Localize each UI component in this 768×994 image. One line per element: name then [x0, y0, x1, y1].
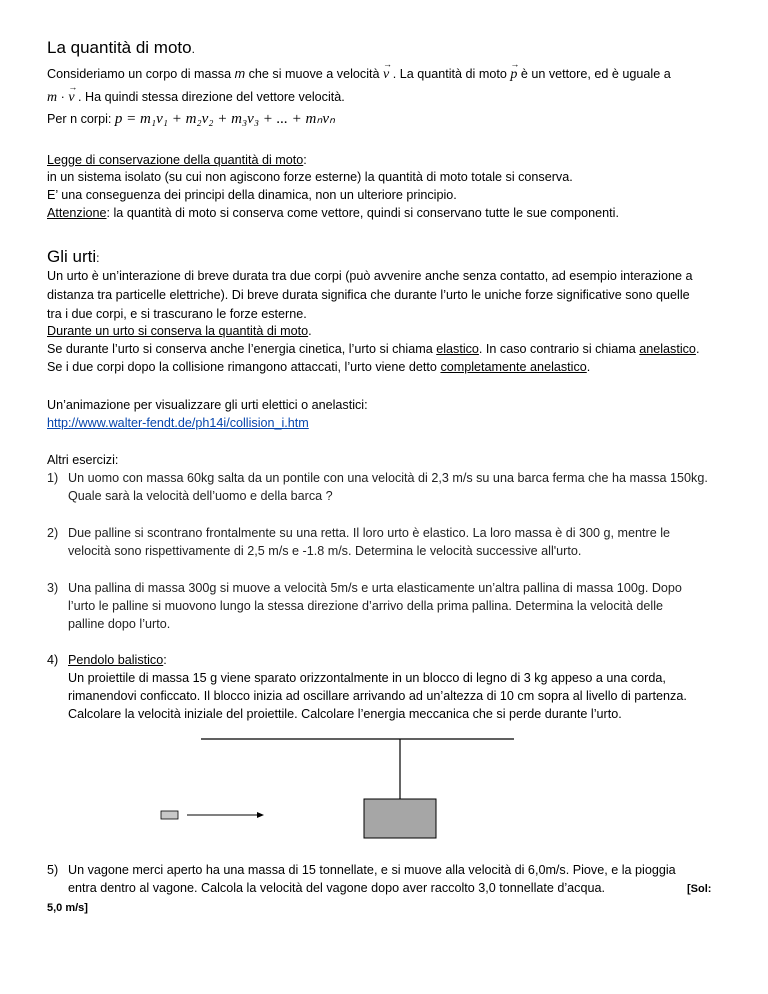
exercise-line: palline dopo l’urto.	[68, 617, 171, 631]
title-text: Gli urti	[47, 247, 97, 266]
exercise-number: 3)	[47, 581, 59, 595]
exercise-2-line-2	[47, 543, 582, 560]
anelastico: anelastico	[639, 342, 696, 356]
legge-line-attenzione	[47, 205, 619, 222]
urti-line-1: Un urto è un’interazione di breve durata tra due corpi (può avvenire anche senza contatto, ad esempio interazione a	[47, 269, 693, 283]
exercise-line: Due palline si scontrano frontalmente su una retta. Il loro urto è elastico. La loro massa è di 300 g, mentre le	[68, 526, 671, 540]
exercise-4-line-1	[47, 670, 666, 687]
text: . Ha quindi stessa direzione del vettore velocità.	[74, 90, 345, 104]
exercise-line: Un uomo con massa 60kg salta da un pontile con una velocità di 2,3 m/s su una barca ferma che ha massa 150kg.	[68, 471, 708, 485]
completamente-anelastico: completamente anelastico	[440, 360, 587, 374]
exercise-3-line-2	[47, 598, 664, 615]
punct: .	[695, 342, 700, 356]
exercise-title: Pendolo balistico	[68, 653, 164, 667]
exercise-number: 1)	[47, 471, 59, 485]
intro-line-3	[47, 111, 335, 128]
exercise-number: 2)	[47, 526, 59, 540]
text: Durante un urto si conserva la quantità di moto	[47, 324, 309, 338]
exercise-line: Un proiettile di massa 15 g viene sparato orizzontalmente in un blocco di legno di 3 kg appeso a una corda,	[68, 671, 666, 685]
exercise-4-line-2	[47, 688, 687, 705]
title-punct: :	[96, 251, 100, 265]
text: . La quantità di moto	[389, 67, 511, 81]
exercise-line: rimanendovi conficcato. Il blocco inizia ad oscillare arrivando ad un’altezza di 10 cm sopra al livello di partenza.	[68, 689, 687, 703]
wooden-block	[364, 799, 436, 838]
text: : la quantità di moto si conserva come vettore, quindi si conservano tutte le sue componenti.	[106, 206, 619, 220]
exercise-line: entra dentro al vagone. Calcola la velocità del vagone dopo aver raccolto 3,0 tonnellate d’acqua.	[68, 881, 605, 895]
exercise-5-line-2	[47, 880, 737, 897]
title-text: La quantità di moto	[47, 38, 192, 57]
title-punct: .	[191, 42, 195, 56]
urti-line-4	[47, 323, 312, 340]
text: è un vettore, ed è uguale a	[517, 67, 671, 81]
exercise-3-line-3	[47, 616, 171, 633]
urti-line-2: distanza tra particelle elettriche). Di breve durata significa che durante l’urto le uniche forze significative sono quelle	[47, 288, 690, 302]
arrow-head-icon	[257, 812, 264, 818]
dot: ·	[57, 90, 69, 104]
attenzione-label: Attenzione	[47, 206, 107, 220]
text: che si muove a velocità	[245, 67, 384, 81]
var-m: m	[47, 90, 58, 105]
text: Per n corpi:	[47, 112, 115, 126]
legge-heading	[47, 152, 307, 169]
exercise-line: l’urto le palline si muovono lungo la stessa direzione d’arrivo della prima pallina. Determina la velocità delle	[68, 599, 664, 613]
punct: .	[308, 324, 312, 338]
animation-link[interactable]: http://www.walter-fendt.de/ph14i/collision_i.htm	[47, 416, 309, 430]
animation-line: Un’animazione per visualizzare gli urti elettici o anelastici:	[47, 398, 368, 412]
section-title-quantita-di-moto	[47, 38, 195, 58]
exercise-line: Una pallina di massa 300g si muove a velocità 5m/s e urta elasticamente un’altra pallina di massa 100g. Dopo	[68, 581, 682, 595]
elastico: elastico	[436, 342, 479, 356]
text: Se durante l’urto si conserva anche l’energia cinetica, l’urto si chiama	[47, 342, 437, 356]
punct: .	[586, 360, 591, 374]
projectile	[161, 811, 178, 819]
section-title-gli-urti	[47, 247, 99, 267]
vector-v: → v	[383, 66, 389, 83]
heading-text: Legge di conservazione della quantità di moto	[47, 153, 304, 167]
text: Se i due corpi dopo la collisione rimangono attaccati, l’urto viene detto	[47, 360, 441, 374]
vector-v: → v	[68, 89, 74, 106]
esercizi-heading: Altri esercizi:	[47, 453, 119, 467]
exercise-number: 5)	[47, 863, 59, 877]
colon: :	[303, 153, 307, 167]
legge-line-1: in un sistema isolato (su cui non agiscono forze esterne) la quantità di moto totale si conserva.	[47, 170, 573, 184]
text: Consideriamo un corpo di massa	[47, 67, 235, 81]
legge-line-2: E’ una conseguenza dei principi della dinamica, non un ulteriore principio.	[47, 188, 457, 202]
vector-p: → p	[510, 66, 517, 83]
text: . In caso contrario si chiama	[478, 342, 640, 356]
urti-line-5	[47, 341, 699, 358]
var-m: m	[234, 67, 246, 81]
colon: :	[163, 653, 167, 667]
intro-line-2	[47, 89, 345, 106]
exercise-number: 4)	[47, 653, 59, 667]
intro-line-1	[47, 66, 671, 83]
solution-value: 5,0 m/s]	[47, 902, 88, 914]
exercise-1-line-2	[47, 488, 333, 505]
exercise-line: Un vagone merci aperto ha una massa di 15 tonnellate, e si muove alla velocità di 6,0m/s. Piove, e la pioggia	[68, 863, 676, 877]
exercise-line: velocità sono rispettivamente di 2,5 m/s e -1.8 m/s. Determina le velocità successive all'urto.	[68, 544, 582, 558]
exercise-line: Quale sarà la velocità dell’uomo e della barca ?	[68, 489, 333, 503]
urti-line-3: tra i due corpi, e si trascurano le forze esterne.	[47, 307, 307, 321]
exercise-4-line-3	[47, 706, 622, 723]
exercise-line: Calcolare la velocità iniziale del proiettile. Calcolare l’energia meccanica che si perde durante l’urto.	[68, 707, 622, 721]
urti-line-6	[47, 359, 590, 376]
momentum-formula: p = m₁v₁ + m₂v₂ + m₃v₃ + ... + mₙvₙ	[114, 111, 335, 127]
solution-label: [Sol:	[687, 883, 712, 895]
